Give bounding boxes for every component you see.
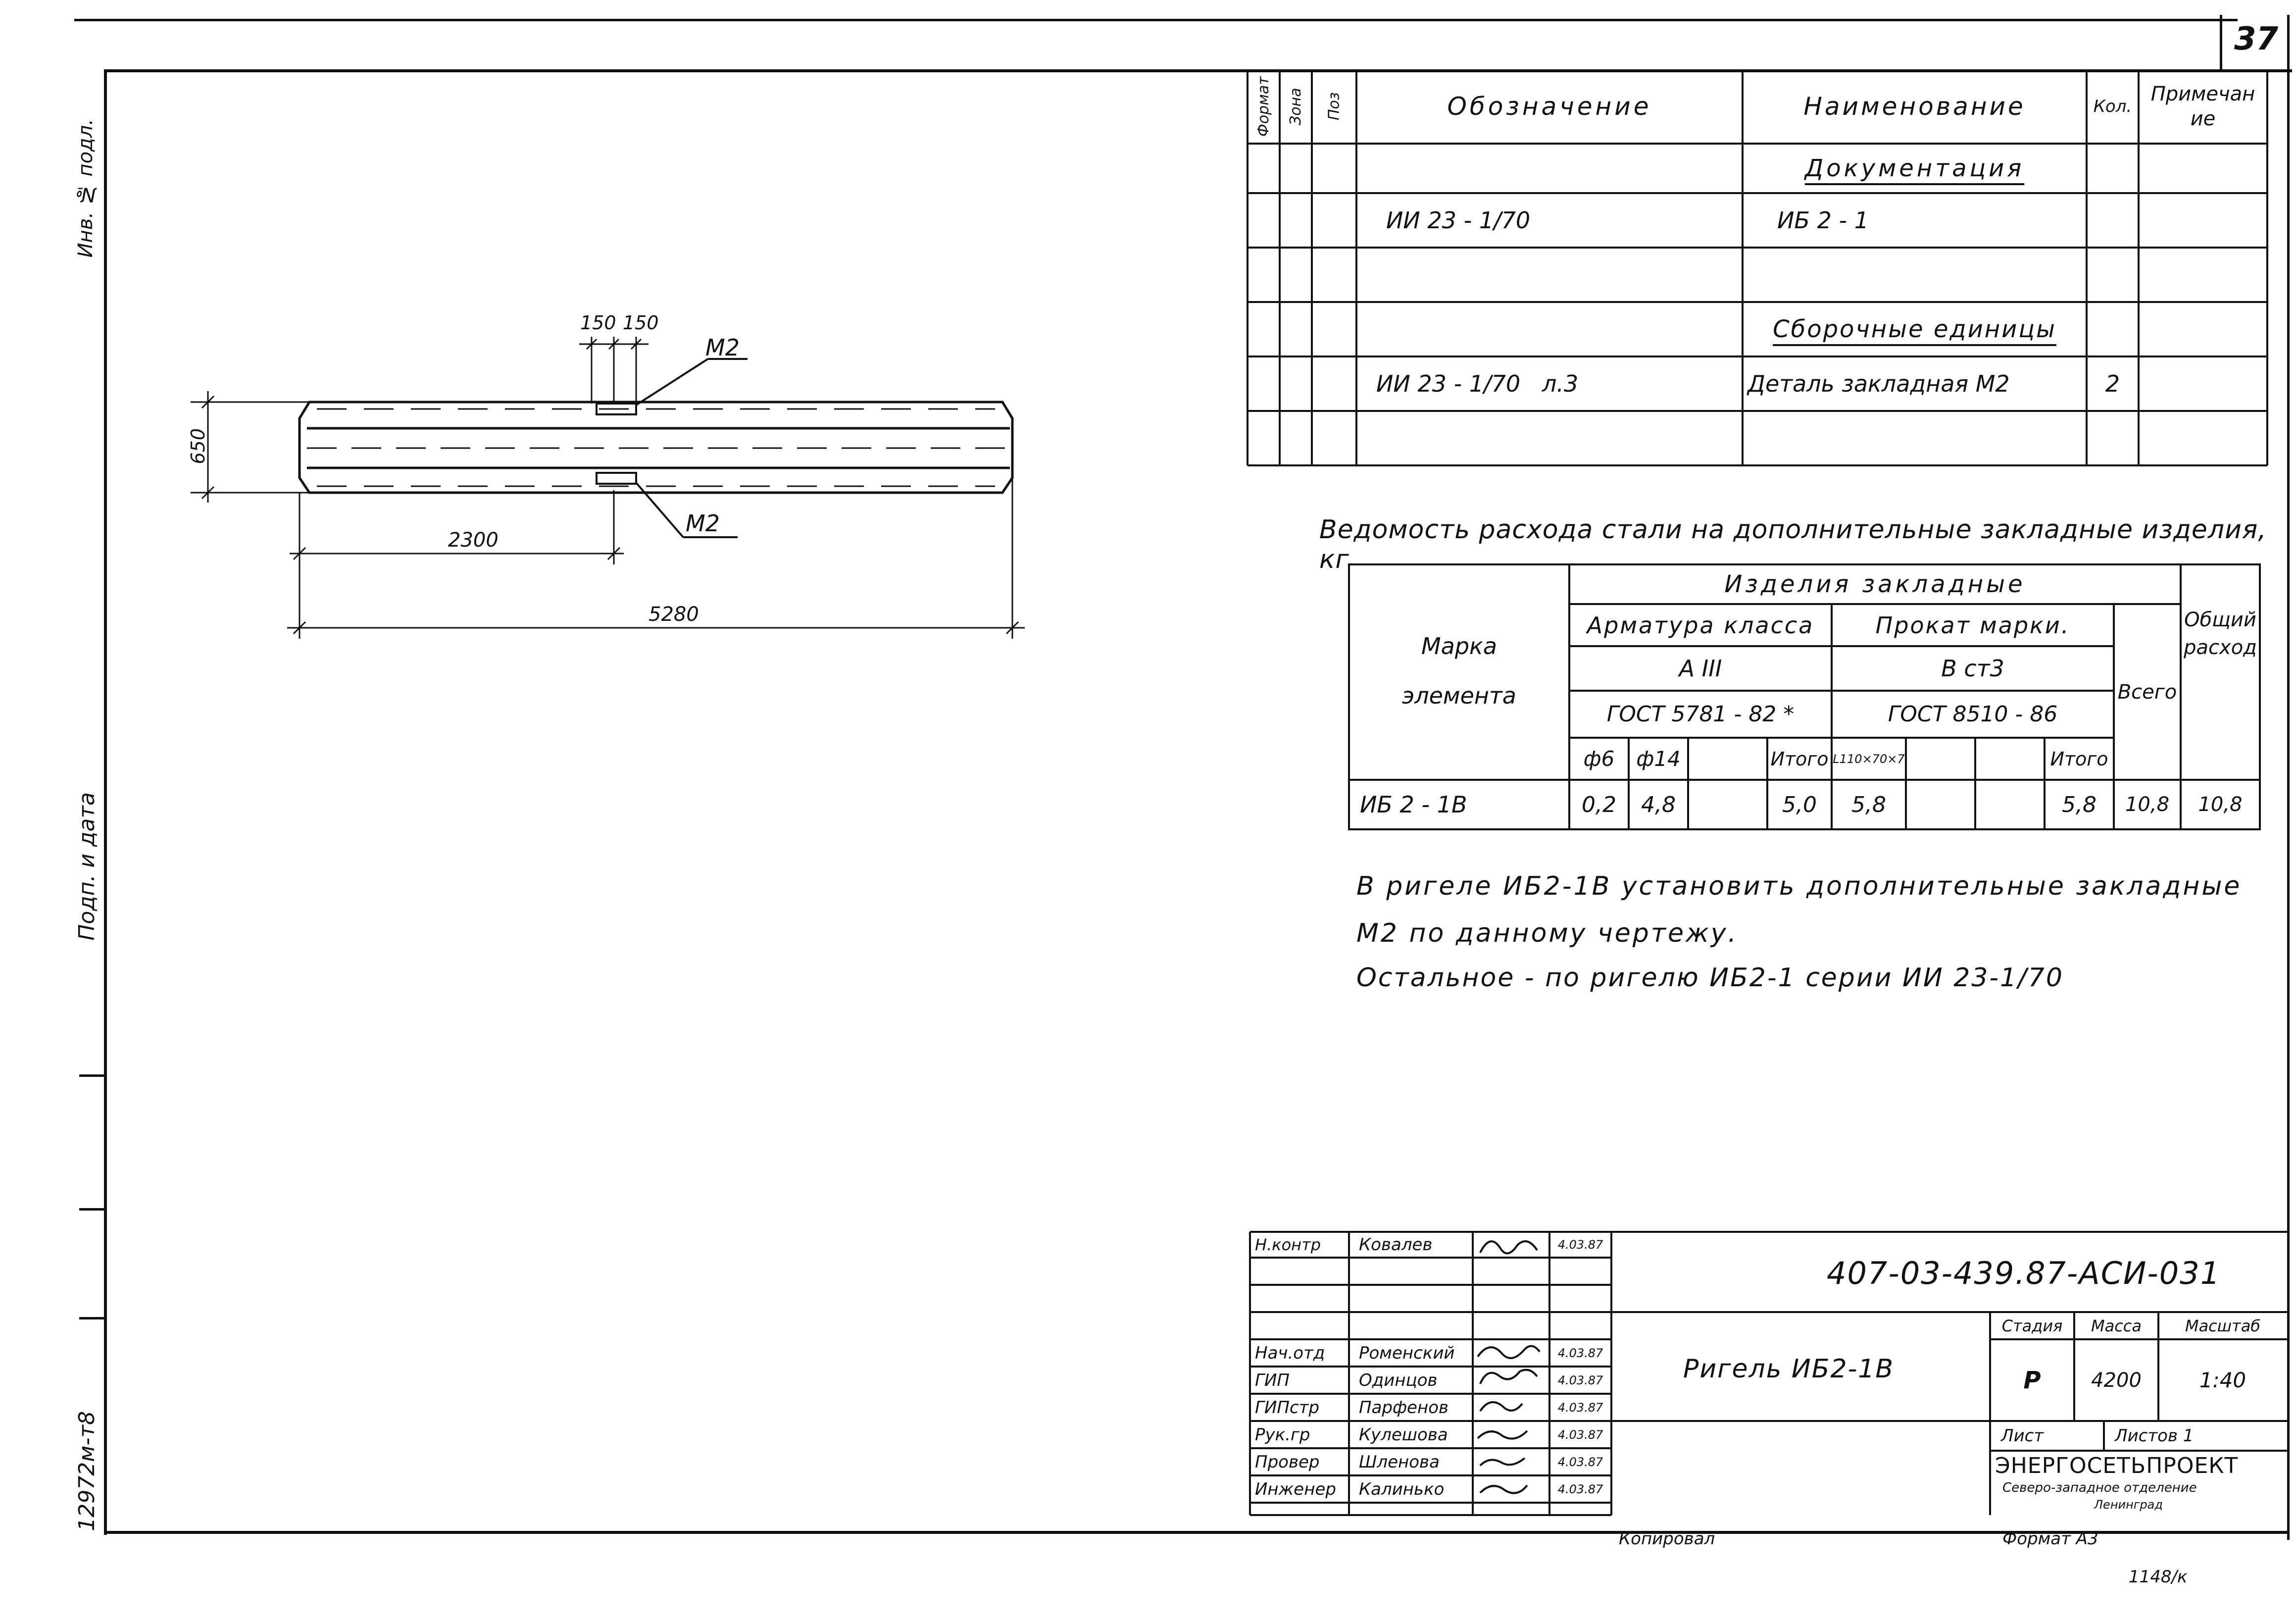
note-line-1: В ригеле ИБ2-1В установить дополнительные закладные — [1356, 871, 2242, 901]
note-line-3: Остальное - по ригелю ИБ2-1 серии ИИ 23-1/70 — [1356, 963, 2064, 993]
steel-row-v1: 0,2 — [1582, 792, 1616, 817]
dim-2300: 2300 — [448, 529, 499, 552]
signer-date: 4.03.87 — [1557, 1455, 1603, 1469]
signer-name: Роменский — [1359, 1343, 1455, 1363]
spec-row-5-name: Деталь закладная М2 — [1747, 370, 2010, 397]
signer-name: Одинцов — [1359, 1370, 1438, 1390]
mass-value: 4200 — [2091, 1369, 2142, 1392]
steel-header-all: Всего — [2117, 680, 2177, 704]
copied-by-label: Копировал — [1619, 1529, 1715, 1549]
signer-name: Ковалев — [1359, 1235, 1433, 1255]
spec-row-2-designation: ИИ 23 - 1/70 — [1386, 207, 1531, 234]
signer-date: 4.03.87 — [1557, 1373, 1603, 1387]
signer-name: Кулешова — [1359, 1424, 1448, 1445]
signer-date: 4.03.87 — [1557, 1346, 1603, 1360]
signer-role: ГИПстр — [1255, 1397, 1320, 1418]
org-name: ЭНЕРГОСЕТЬПРОЕКТ — [1995, 1453, 2239, 1478]
doc-title: Ригель ИБ2-1В — [1683, 1354, 1895, 1384]
spec-header-zone: Зона — [1287, 88, 1304, 125]
steel-header-total-use: Общий расход — [2184, 608, 2257, 659]
dim-5280: 5280 — [649, 603, 699, 626]
spec-header-pos: Поз — [1325, 92, 1343, 121]
signer-role: Н.контр — [1255, 1235, 1321, 1254]
steel-sub-5: L110×70×7 — [1833, 752, 1905, 766]
spec-header-format: Формат — [1255, 76, 1272, 137]
steel-sub-4: Итого — [1770, 748, 1829, 770]
note-line-2: М2 по данному чертежу. — [1356, 918, 1739, 948]
steel-header-rebar-class: А III — [1679, 655, 1722, 682]
spec-row-4-name: Сборочные единицы — [1773, 315, 2056, 343]
spec-header-note: Примечание — [2150, 83, 2255, 130]
steel-row-v2: 4,8 — [1641, 792, 1676, 817]
spec-row-1-name: Документация — [1804, 154, 2025, 182]
steel-row-total: 10,8 — [2198, 793, 2243, 816]
steel-header-rebar: Арматура класса — [1587, 611, 1814, 639]
steel-sub-1: ф6 — [1583, 747, 1615, 771]
signer-date: 4.03.87 — [1557, 1400, 1603, 1415]
signer-role: Провер — [1255, 1452, 1320, 1472]
dim-150-left: 150 — [580, 312, 616, 334]
scale-value: 1:40 — [2199, 1368, 2246, 1392]
steel-sub-8: Итого — [2050, 748, 2108, 770]
sheets-header: Листов 1 — [2115, 1426, 2194, 1446]
archive-mark: 1148/к — [2129, 1567, 2188, 1587]
spec-row-5-qty: 2 — [2105, 370, 2120, 397]
steel-header-rolled-grade: В ст3 — [1941, 655, 2004, 682]
steel-header-rebar-gost: ГОСТ 5781 - 82 * — [1606, 702, 1795, 727]
steel-header-mark: Марка элемента — [1401, 633, 1516, 709]
margin-label-archive: 12972м-т8 — [74, 1411, 100, 1531]
signer-role: Рук.гр — [1255, 1424, 1310, 1445]
org-city: Ленинград — [2094, 1498, 2163, 1512]
steel-row-v8: 5,8 — [2062, 792, 2096, 817]
doc-code: 407-03-439.87-АСИ-031 — [1827, 1255, 2221, 1291]
sheet-number: 37 — [2234, 21, 2279, 57]
steel-header-rolled: Прокат марки. — [1875, 611, 2070, 639]
steel-sub-2: ф14 — [1636, 747, 1681, 771]
scale-header: Масштаб — [2185, 1316, 2261, 1335]
spec-header-name: Наименование — [1803, 92, 2026, 121]
dim-height-650: 650 — [187, 428, 209, 464]
mass-header: Масса — [2091, 1316, 2142, 1335]
dim-150-right: 150 — [623, 312, 659, 334]
margin-label-signature: Подп. и дата — [74, 792, 100, 941]
steel-header-rolled-gost: ГОСТ 8510 - 86 — [1888, 702, 2058, 727]
signer-date: 4.03.87 — [1557, 1238, 1603, 1252]
label-m2-top: М2 — [705, 334, 740, 361]
steel-header-items: Изделия закладные — [1724, 570, 2026, 598]
signer-role: Нач.отд — [1255, 1343, 1325, 1363]
signer-date: 4.03.87 — [1557, 1427, 1603, 1442]
steel-row-all: 10,8 — [2125, 793, 2170, 816]
signer-name: Калинько — [1359, 1479, 1445, 1499]
steel-row-v5: 5,8 — [1851, 792, 1886, 817]
signer-name: Парфенов — [1359, 1397, 1449, 1418]
spec-row-2-name: ИБ 2 - 1 — [1777, 207, 1869, 234]
stage-header: Стадия — [2001, 1316, 2063, 1335]
format-label: Формат А3 — [2002, 1529, 2098, 1549]
margin-label-inventory: Инв. № подл. — [74, 119, 97, 258]
steel-row-mark: ИБ 2 - 1В — [1360, 791, 1467, 818]
steel-row-v4: 5,0 — [1782, 792, 1817, 817]
steel-table-title: Ведомость расхода стали на дополнительные закладные изделия, кг — [1319, 515, 2267, 574]
spec-row-5-designation: ИИ 23 - 1/70 л.3 — [1376, 370, 1579, 397]
signer-name: Шленова — [1359, 1452, 1440, 1472]
signer-date: 4.03.87 — [1557, 1482, 1603, 1496]
stage-value: Р — [2023, 1366, 2041, 1394]
signer-role: Инженер — [1255, 1479, 1336, 1499]
sheet-header: Лист — [2001, 1426, 2044, 1446]
spec-header-qty: Кол. — [2093, 97, 2132, 116]
spec-header-designation: Обозначение — [1447, 92, 1652, 121]
org-division: Северо-западное отделение — [2002, 1480, 2197, 1495]
signer-role: ГИП — [1255, 1370, 1290, 1390]
label-m2-bottom: М2 — [686, 510, 720, 537]
